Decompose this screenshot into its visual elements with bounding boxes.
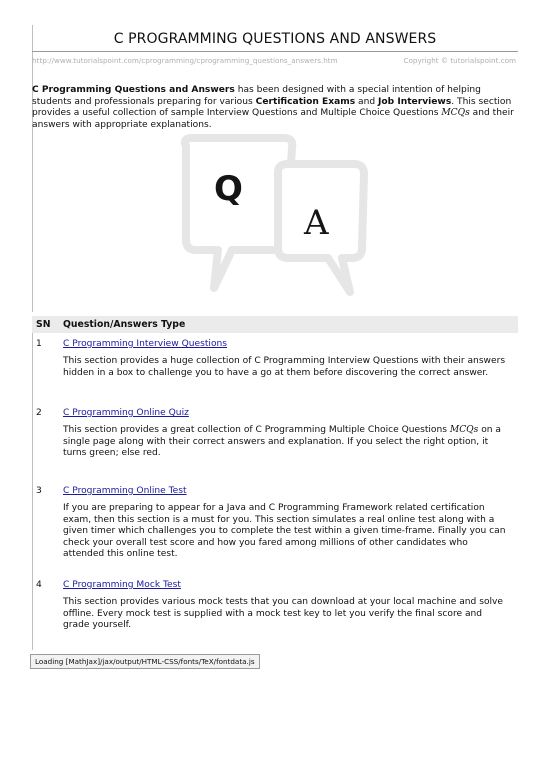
intro-text-1: has been designed with a special intention of helping students and professionals preparing for various bbox=[32, 85, 481, 107]
intro-mcq: MCQs bbox=[441, 108, 470, 119]
qa-speech-bubbles-illustration bbox=[166, 128, 386, 308]
copyright-notice: Copyright © tutorialspoint.com bbox=[403, 56, 516, 65]
row-description: This section provides various mock tests that you can download at your local machine and solve offline. Every mock test is supplied with a mock test key to let you verify the final score and grade yourself. bbox=[63, 597, 504, 631]
online-test-link[interactable]: C Programming Online Test bbox=[63, 486, 187, 496]
mock-test-link[interactable]: C Programming Mock Test bbox=[63, 580, 181, 590]
row-number: 1 bbox=[36, 339, 42, 349]
row-description: This section provides a huge collection of C Programming Interview Questions with their answers hidden in a box to challenge you to have a go at them before discovering the correct answer. bbox=[63, 356, 506, 378]
source-url[interactable]: http://www.tutorialspoint.com/cprogramming/cprogramming_questions_answers.htm bbox=[32, 56, 338, 65]
intro-text-2: and bbox=[355, 96, 379, 107]
q-letter: Q bbox=[214, 169, 243, 209]
a-letter: A bbox=[304, 203, 329, 243]
intro-text-4: and their answers with appropriate explanations. bbox=[32, 108, 514, 130]
quiz-desc-part-1: This section provides a great collection of C Programming Multiple Choice Questions bbox=[63, 425, 450, 435]
row-number: 2 bbox=[36, 408, 42, 418]
row-description bbox=[63, 425, 511, 460]
mathjax-loading-status: Loading [MathJax]/jax/output/HTML-CSS/fonts/TeX/fontdata.js bbox=[30, 654, 260, 669]
title-divider bbox=[32, 51, 518, 52]
intro-bold-jobs: Job Interviews bbox=[378, 96, 452, 107]
row-number: 3 bbox=[36, 486, 42, 496]
column-header-type: Question/Answers Type bbox=[63, 319, 186, 330]
intro-bold-cert: Certification Exams bbox=[255, 96, 356, 107]
source-line bbox=[32, 56, 518, 68]
row-description: If you are preparing to appear for a Java and C Programming Framework related certification exam, then this section is a must for you. This section simulates a real online test along with a given timer which challenges you to complete the test within a given time-frame. Finally you can check your overall test score and how you fared among millions of other candidates who attended this online test. bbox=[63, 503, 506, 560]
column-header-sn: SN bbox=[36, 319, 51, 330]
intro-text-3: . This section provides a useful collection of sample Interview Questions and Multiple Choice Questions bbox=[32, 96, 512, 119]
left-margin-rule-lower bbox=[32, 332, 33, 650]
intro-paragraph bbox=[32, 85, 514, 131]
page-title: C PROGRAMMING QUESTIONS AND ANSWERS bbox=[113, 31, 437, 47]
row-number: 4 bbox=[36, 580, 42, 590]
online-quiz-link[interactable]: C Programming Online Quiz bbox=[63, 408, 189, 418]
quiz-desc-mcq: MCQs bbox=[449, 425, 479, 435]
intro-bold-lead: C Programming Questions and Answers bbox=[32, 85, 235, 95]
table-header bbox=[32, 316, 518, 333]
quiz-desc-part-2: on a single page along with their correct answers and explanation. If you select the right option, it turns green; else red. bbox=[63, 425, 501, 459]
interview-questions-link[interactable]: C Programming Interview Questions bbox=[63, 339, 228, 349]
left-margin-rule bbox=[32, 25, 33, 312]
